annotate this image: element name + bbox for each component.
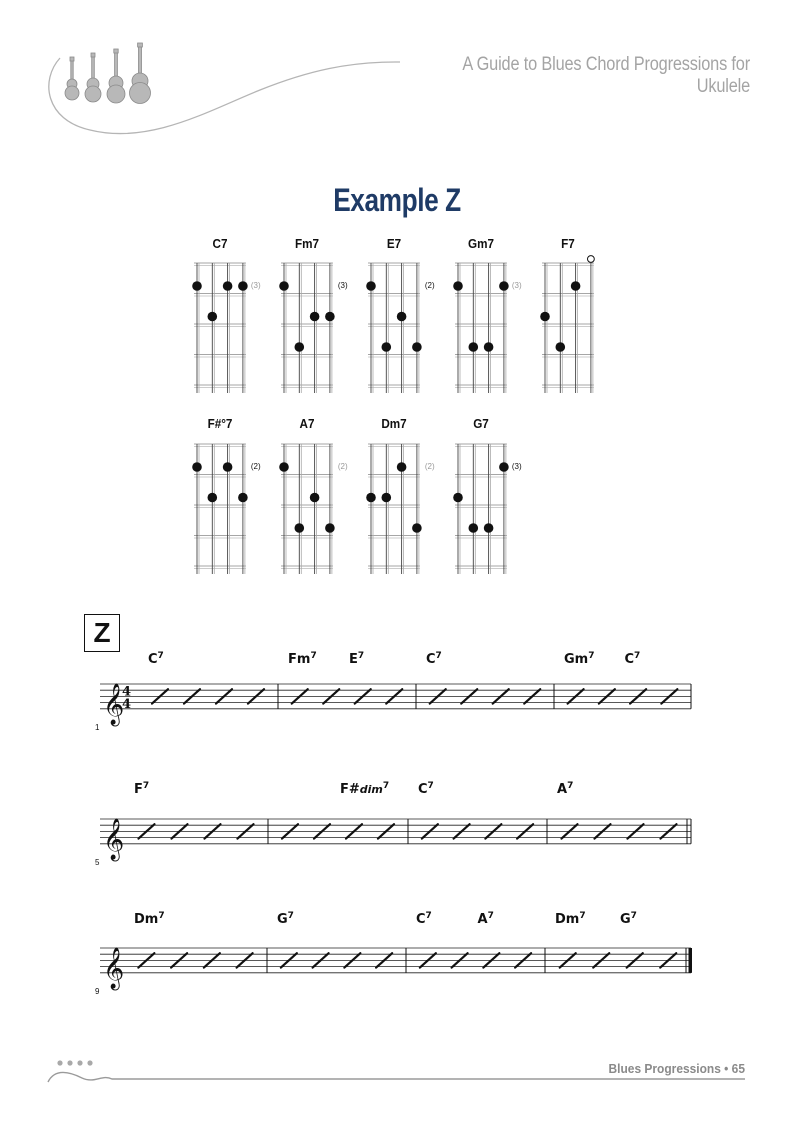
chord-name: G7 [473, 416, 489, 431]
chord-extension: 7 [630, 911, 637, 921]
finger-dot [469, 523, 479, 533]
finger-dot [223, 462, 233, 472]
staff-system [100, 683, 691, 726]
chord-name: F#°7 [207, 416, 233, 431]
chord-quality: dim [359, 783, 383, 796]
fret-position-label: (2) [424, 462, 435, 471]
finger-dot [325, 523, 335, 533]
chord-extension: 7 [157, 651, 164, 661]
chord-diagram [192, 444, 248, 574]
chord-symbol [620, 912, 637, 927]
chord-symbol [277, 912, 294, 927]
fret-position-label: (2) [424, 281, 435, 290]
finger-dot [453, 281, 463, 291]
chord-symbol [555, 912, 586, 927]
finger-dot [192, 281, 202, 291]
finger-dot [484, 342, 494, 352]
chord-extension: 7 [588, 651, 595, 661]
chord-symbol [148, 652, 164, 667]
chord-symbol [557, 782, 573, 797]
measure-number: 5 [95, 857, 100, 867]
finger-dot [499, 281, 509, 291]
finger-dot [484, 523, 494, 533]
fret-position-label: (3) [250, 281, 261, 290]
finger-dot [310, 493, 320, 503]
chord-symbol [564, 652, 594, 667]
open-string-marker [588, 256, 595, 263]
finger-dot [366, 493, 376, 503]
chord-extension: 7 [142, 781, 150, 791]
chord-root: G [277, 912, 288, 927]
finger-dot [279, 281, 289, 291]
chord-root: C [624, 652, 635, 667]
finger-dot [382, 493, 392, 503]
finger-dot [295, 342, 305, 352]
finger-dot [540, 312, 550, 322]
chord-diagram [540, 256, 594, 393]
chord-diagram [453, 263, 509, 393]
chord-diagram [366, 444, 422, 574]
chord-symbol [134, 912, 165, 927]
chord-extension: 7 [287, 911, 294, 921]
fret-position-label: (2) [337, 462, 348, 471]
chord-extension: 7 [427, 781, 434, 791]
chord-root: A [557, 782, 568, 797]
finger-dot [382, 342, 392, 352]
finger-dot [223, 281, 233, 291]
chord-root: C [148, 652, 158, 667]
chord-root: D [555, 912, 566, 927]
finger-dot [499, 462, 509, 472]
fret-position-label: (3) [511, 462, 522, 471]
chord-root: C [426, 652, 436, 667]
finger-dot [469, 342, 479, 352]
chord-extension: 7 [382, 781, 390, 791]
finger-dot [453, 493, 463, 503]
chord-name: E7 [386, 236, 402, 251]
chord-extension: 7 [634, 651, 641, 661]
chord-diagram [366, 263, 422, 393]
chord-symbol [478, 912, 494, 927]
staff-system [100, 818, 691, 861]
fret-position-label: (3) [511, 281, 522, 290]
treble-clef: 𝄞 [103, 683, 125, 725]
chord-name: A7 [299, 416, 315, 431]
finger-dot [397, 312, 407, 322]
chord-root: F# [340, 782, 360, 797]
example-title: Example Z [333, 182, 461, 218]
fret-position-label: (3) [337, 281, 348, 290]
finger-dot [238, 281, 248, 291]
chord-symbol [349, 652, 364, 667]
finger-dot [412, 342, 422, 352]
chord-extension: 7 [357, 651, 365, 661]
finger-dot [238, 493, 248, 503]
chord-name: Fm7 [294, 236, 319, 251]
chord-root: G [564, 652, 575, 667]
chord-root: G [620, 912, 631, 927]
chord-quality: m [565, 912, 580, 927]
rhythm-staves [0, 600, 794, 1020]
chord-root: D [134, 912, 145, 927]
chord-diagram [192, 263, 248, 393]
chord-name: Gm7 [467, 236, 494, 251]
finger-dot [366, 281, 376, 291]
footer-dots [57, 1060, 92, 1065]
chord-root: A [477, 912, 488, 927]
chord-extension: 7 [435, 651, 442, 661]
time-signature-top: 4 [122, 684, 132, 700]
measure-number: 1 [95, 722, 100, 732]
chord-name: F7 [561, 236, 575, 251]
chord-symbol [134, 782, 149, 797]
chord-symbol [416, 912, 432, 927]
section-label-box: Z [84, 614, 120, 652]
chord-symbol [426, 652, 442, 667]
chord-name: Dm7 [381, 416, 407, 431]
fret-position-label: (2) [250, 462, 261, 471]
chord-diagram [453, 444, 509, 574]
finger-dot [325, 312, 335, 322]
treble-clef: 𝄞 [103, 818, 125, 860]
header-title: A Guide to Blues Chord Progressions for Ukulele [462, 54, 750, 97]
treble-clef: 𝄞 [103, 947, 125, 989]
footer-page-label: Blues Progressions • 65 [608, 1061, 745, 1076]
staff-system [100, 947, 692, 990]
chord-symbol [340, 782, 389, 797]
chord-root: C [416, 912, 426, 927]
time-signature-bottom: 4 [122, 696, 132, 712]
finger-dot [279, 462, 289, 472]
chord-symbol [418, 782, 434, 797]
chord-extension: 7 [425, 911, 432, 921]
chord-diagram [279, 263, 335, 393]
final-bar-thick [689, 948, 693, 973]
chord-symbol [288, 652, 317, 667]
finger-dot [192, 462, 202, 472]
chord-root: F [134, 782, 143, 797]
finger-dot [208, 312, 218, 322]
chord-quality: m [574, 652, 589, 667]
chord-extension: 7 [487, 911, 494, 921]
chord-extension: 7 [579, 911, 586, 921]
finger-dot [412, 523, 422, 533]
measure-number: 9 [95, 986, 100, 996]
finger-dot [310, 312, 320, 322]
chord-extension: 7 [158, 911, 165, 921]
chord-root: F [288, 652, 297, 667]
chord-root: E [349, 652, 358, 667]
finger-dot [571, 281, 581, 291]
chord-root: C [418, 782, 428, 797]
chord-diagram [279, 444, 335, 574]
chord-extension: 7 [310, 651, 317, 661]
finger-dot [208, 493, 218, 503]
chord-name: C7 [212, 236, 228, 251]
finger-dot [556, 342, 566, 352]
chord-quality: m [144, 912, 159, 927]
chord-extension: 7 [567, 781, 574, 791]
finger-dot [397, 462, 407, 472]
chord-quality: m [296, 652, 311, 667]
chord-symbol [625, 652, 641, 667]
finger-dot [295, 523, 305, 533]
